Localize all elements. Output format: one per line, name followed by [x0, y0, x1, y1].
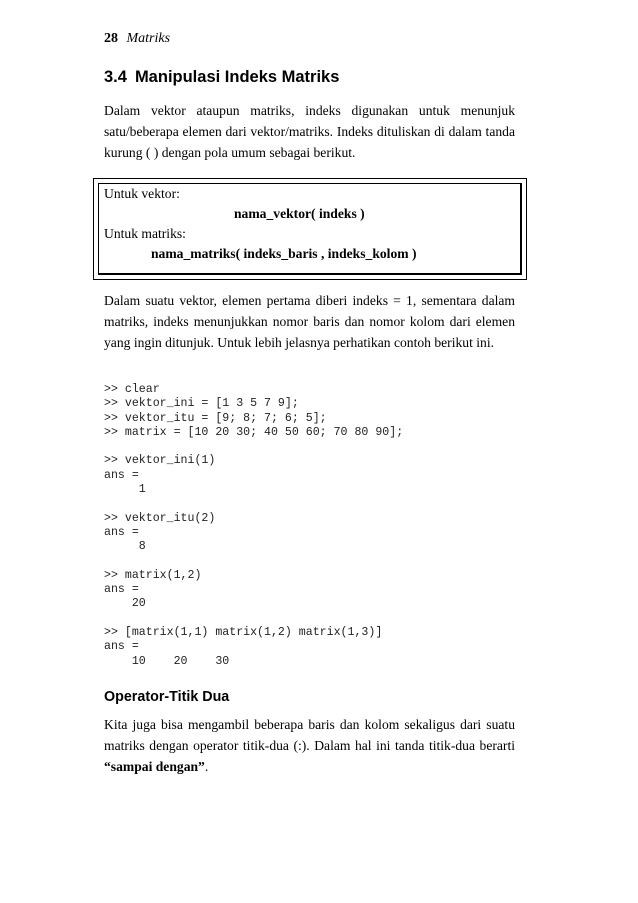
syntax-box-inner-frame [98, 183, 522, 275]
code-line: >> vektor_itu(2) [104, 511, 216, 525]
code-line: >> vektor_itu = [9; 8; 7; 6; 5]; [104, 411, 327, 425]
matrix-syntax: nama_matriks( indeks_baris , indeks_kolom ) [151, 246, 417, 261]
paragraph-text: Kita juga bisa mengambil beberapa baris dan kolom sekaligus dari suatu matriks dengan operator titik-dua (:). Dalam hal ini tanda titik-dua berarti [104, 717, 515, 753]
intro-paragraph: Dalam vektor ataupun matriks, indeks digunakan untuk menunjuk satu/beberapa elemen dari vektor/matriks. Indeks dituliskan di dalam tanda kurung ( ) dengan pola umum sebagai berikut. [104, 103, 515, 160]
emphasis-text: “sampai dengan” [104, 759, 205, 774]
explanation-paragraph: Dalam suatu vektor, elemen pertama diberi indeks = 1, sementara dalam matriks, indeks menunjukkan nomor baris dan nomor kolom dari elemen yang ingin ditunjuk. Untuk lebih jelasnya perhatikan contoh berikut ini. [104, 293, 515, 350]
section-title: Manipulasi Indeks Matriks [134, 68, 340, 86]
code-line [104, 497, 403, 511]
code-line: ans = [104, 583, 139, 597]
page-number: 28 [104, 31, 118, 46]
section-heading [104, 68, 339, 87]
code-line: >> matrix = [10 20 30; 40 50 60; 70 80 90]; [104, 425, 404, 439]
chapter-title: Matriks [126, 31, 171, 46]
section-number: 3.4 [104, 68, 127, 86]
colon-operator-paragraph [104, 714, 515, 777]
code-line: >> clear [104, 383, 160, 396]
code-line: 1 [104, 483, 146, 497]
code-line [104, 555, 403, 569]
code-line: >> vektor_ini = [1 3 5 7 9]; [104, 397, 299, 411]
code-listing [104, 383, 403, 669]
subsection-heading: Operator-Titik Dua [104, 689, 230, 705]
code-line: 10 20 30 [104, 654, 230, 668]
code-line: 20 [104, 597, 146, 611]
code-line: ans = [104, 468, 139, 482]
code-line: ans = [104, 640, 139, 654]
code-line: ans = [104, 525, 139, 539]
paragraph-text-end: . [204, 759, 209, 774]
vector-label: Untuk vektor: [104, 186, 180, 201]
running-head [104, 31, 170, 47]
code-line: >> [matrix(1,1) matrix(1,2) matrix(1,3)] [104, 626, 383, 640]
code-line [104, 440, 403, 454]
code-line: 8 [104, 540, 146, 554]
code-line: >> matrix(1,2) [104, 568, 202, 582]
code-line [104, 612, 403, 626]
code-line: >> vektor_ini(1) [104, 454, 216, 468]
vector-syntax: nama_vektor( indeks ) [234, 206, 365, 221]
matrix-label: Untuk matriks: [104, 226, 186, 241]
syntax-box [93, 178, 527, 280]
